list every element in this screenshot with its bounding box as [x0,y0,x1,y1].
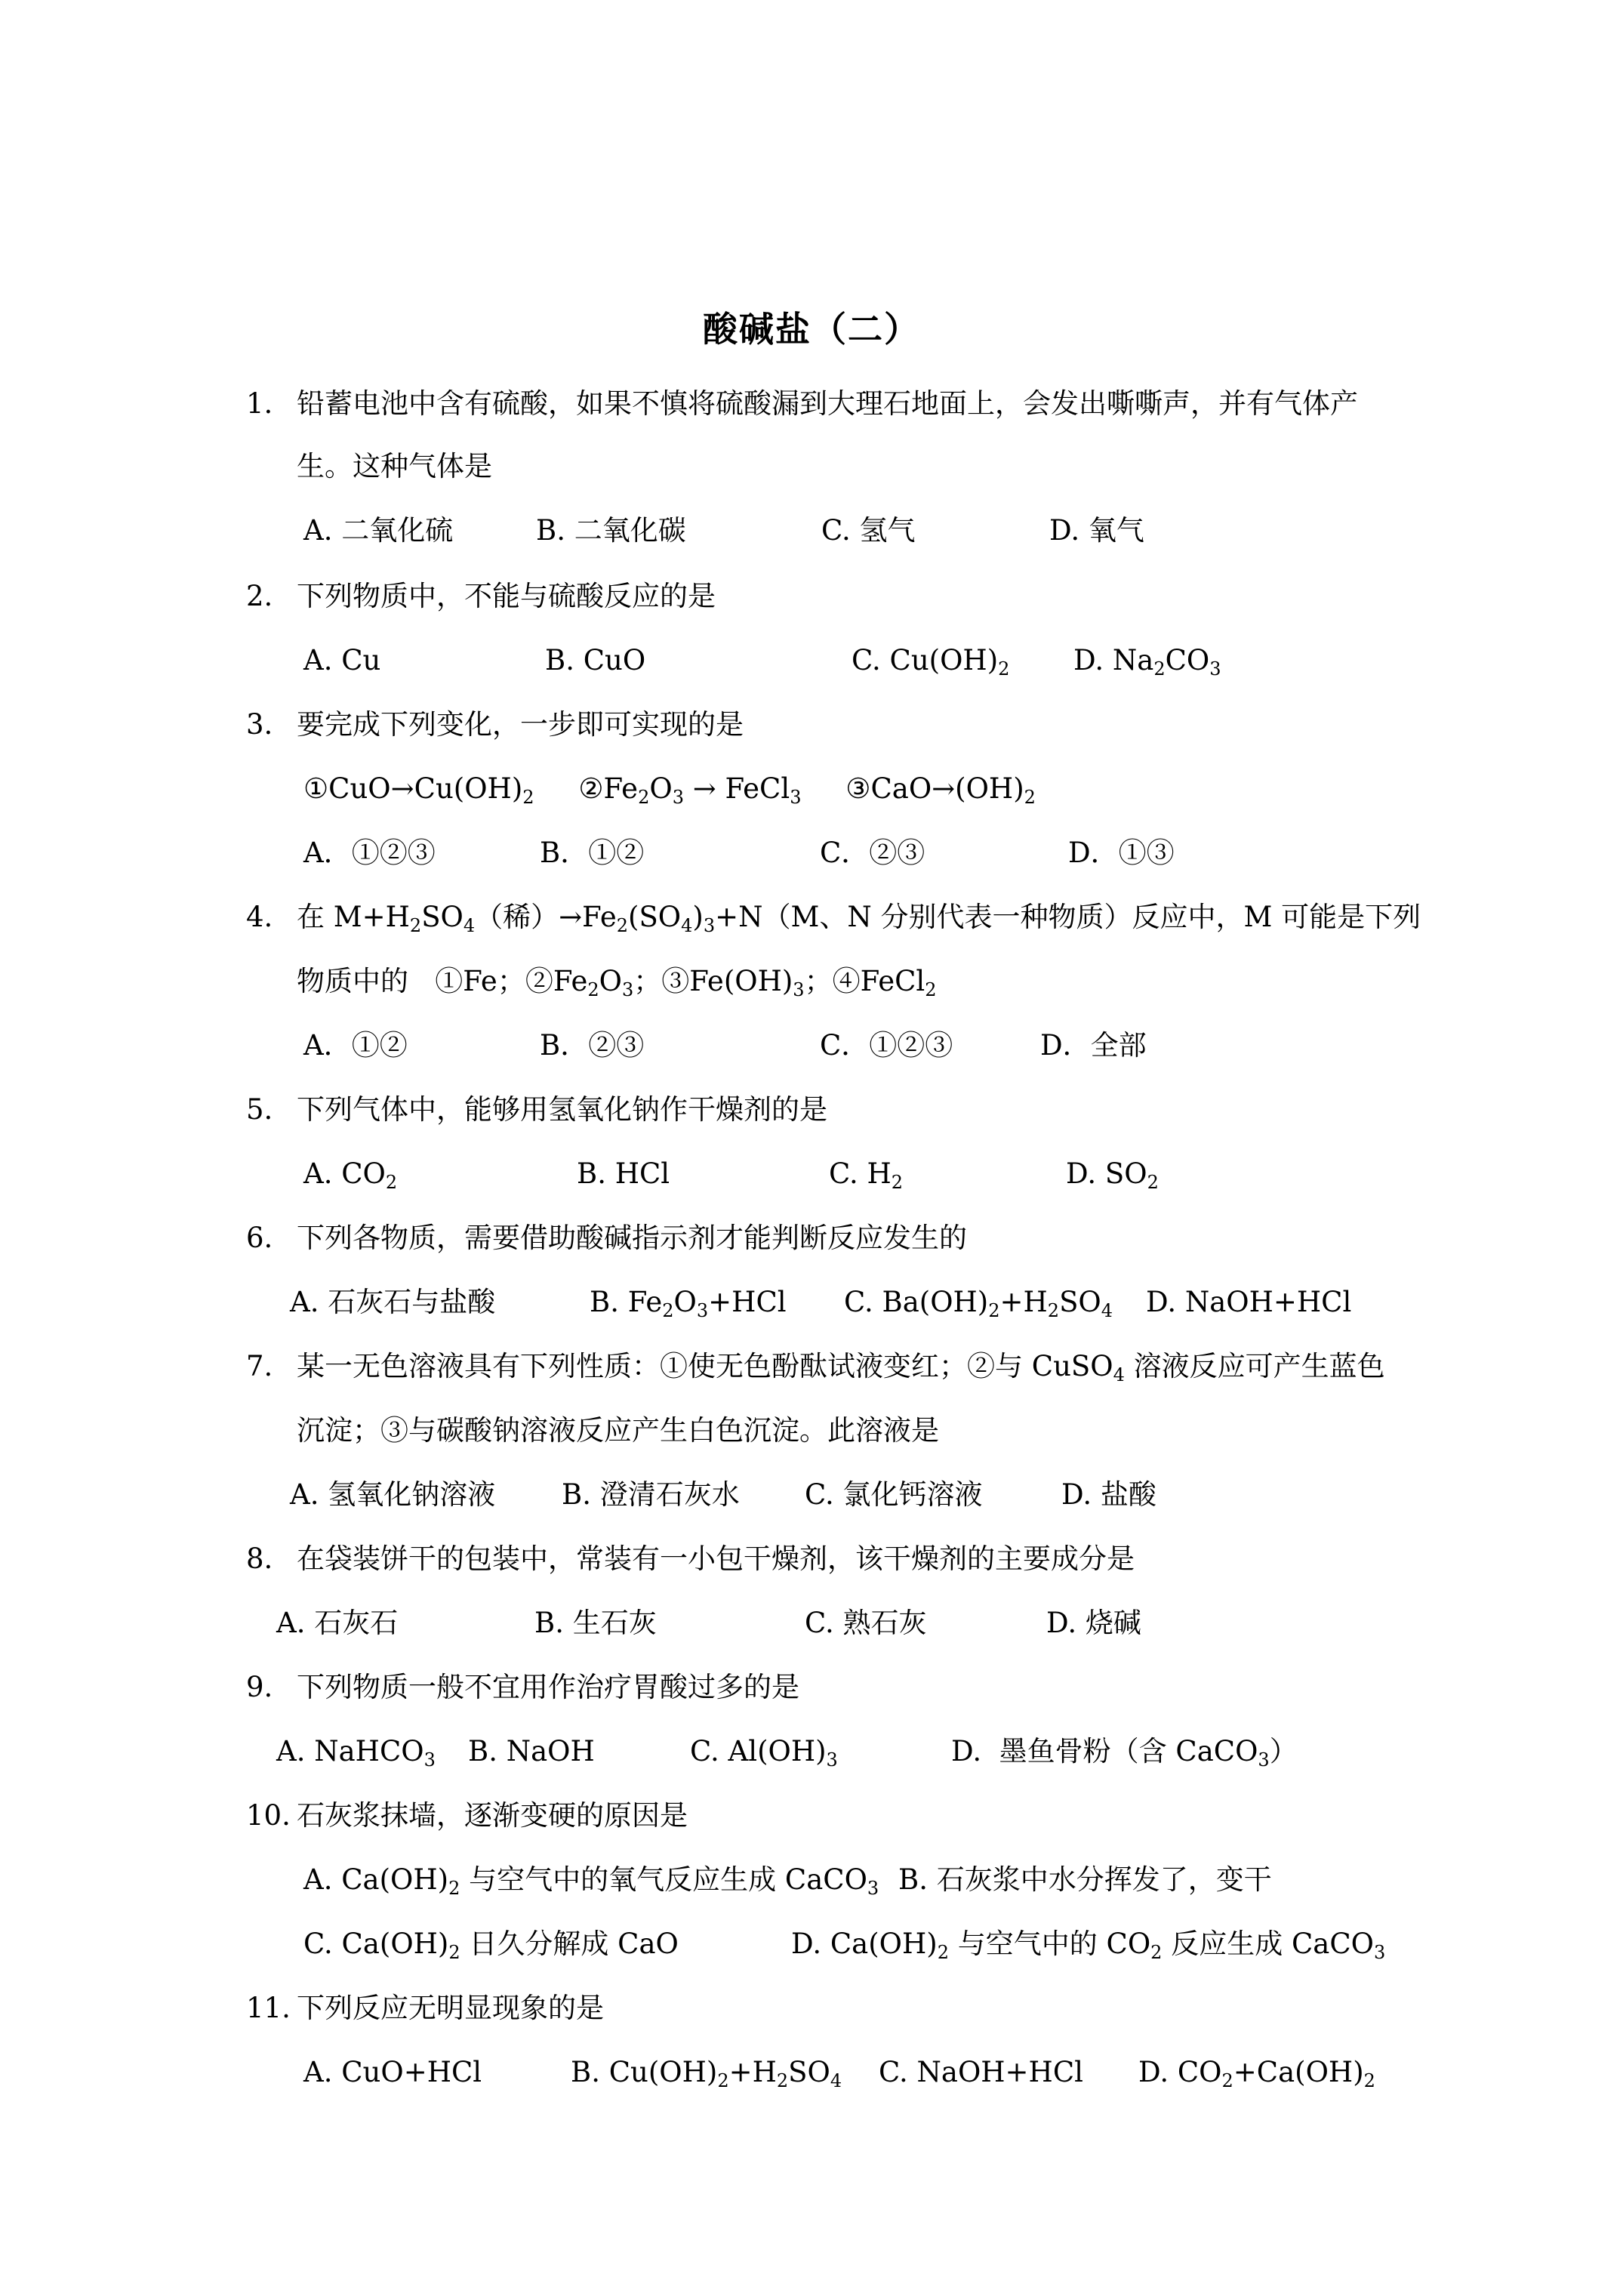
question-1-option-c: C. 氢气 [821,514,916,547]
question-8-option-d: D. 烧碱 [1046,1607,1141,1639]
question-3-option-c: C．②③ [820,837,925,869]
question-3-option-b: B．①② [540,837,645,869]
question-10-option-b: B. 石灰浆中水分挥发了，变干 [898,1863,1272,1896]
question-2-option-b: B. CuO [545,644,646,676]
question-7-option-b: B. 澄清石灰水 [562,1478,740,1511]
question-10-option-a: A. $Ca(OH)_2$ 与空气中的氧气反应生成 CaCO$_3$ [303,1863,879,1899]
question-7-option-c: C. 氯化钙溶液 [805,1478,983,1511]
question-5-number: 5. [246,1093,273,1126]
question-1-option-b: B. 二氧化碳 [536,514,686,547]
question-10-option-c: C. $Ca(OH)_2$ 日久分解成 CaO [303,1928,679,1963]
question-3-option-a: A．①②③ [303,837,436,869]
question-4-option-d: D．全部 [1040,1029,1147,1062]
question-11-option-d: D. $CO_2+Ca(OH)_2$ [1138,2056,1375,2091]
question-2-stem: 下列物质中，不能与硫酸反应的是 [297,580,716,612]
question-4-option-b: B．②③ [540,1029,645,1062]
question-8-option-b: B. 生石灰 [534,1607,657,1639]
question-9-option-b: B. NaOH [468,1735,595,1767]
question-9-stem: 下列物质一般不宜用作治疗胃酸过多的是 [297,1671,799,1703]
question-9-number: 9. [246,1671,273,1703]
question-2-option-a: A. Cu [303,644,381,676]
question-3-option-d: D．①③ [1068,837,1175,869]
question-7-option-a: A. 氢氧化钠溶液 [290,1478,496,1511]
question-11-number: 11. [246,1992,291,2024]
question-6-option-d: D. NaOH+HCl [1146,1286,1352,1318]
question-8-stem: 在袋装饼干的包装中，常装有一小包干燥剂，该干燥剂的主要成分是 [297,1542,1135,1575]
question-5-option-b: B. HCl [577,1157,670,1190]
question-3-number: 3. [246,708,273,741]
question-1-option-d: D. 氧气 [1049,514,1144,547]
question-6-option-b: B. $Fe_2O_3+HCl$ [590,1286,787,1321]
question-1-option-a: A. 二氧化硫 [303,514,454,547]
question-1-stem-line1: 铅蓄电池中含有硫酸，如果不慎将硫酸漏到大理石地面上，会发出嘶嘶声，并有气体产 [297,387,1358,420]
question-8-number: 8. [246,1542,273,1575]
question-1-number: 1. [246,387,273,420]
question-11-option-c: C. NaOH+HCl [879,2056,1083,2088]
question-6-stem: 下列各物质，需要借助酸碱指示剂才能判断反应发生的 [297,1222,967,1254]
question-5-stem: 下列气体中，能够用氢氧化钠作干燥剂的是 [297,1093,827,1126]
question-4-stem-line2: 物质中的 ①Fe；$②Fe_2O_3$；$③Fe(OH)_3$；④FeCl$_2$ [297,965,937,1000]
question-5-option-c: C. $H_2$ [829,1157,904,1193]
question-3-stem: 要完成下列变化，一步即可实现的是 [297,708,744,741]
question-7-option-d: D. 盐酸 [1061,1478,1156,1511]
question-10-number: 10. [246,1799,291,1832]
question-1-stem-line2: 生。这种气体是 [297,450,492,482]
question-6-option-c: C. $Ba(OH)_2+H_2SO_4$ [844,1286,1113,1321]
question-2-option-d: D. $Na_2CO_3$ [1073,644,1221,680]
question-7-stem-line1: 某一无色溶液具有下列性质：①使无色酚酞试液变红；②与 CuSO$_4$ 溶液反应可产生蓝色 [297,1350,1385,1385]
question-8-option-a: A. 石灰石 [276,1607,399,1639]
question-9-option-c: C. $Al(OH)_3$ [690,1735,838,1771]
question-4-stem-line1: 在 $M+H_2SO_4$（稀）$\to Fe_2(SO_4)_3+N(M$、N 分别代表一种物质）反应中，M 可能是下列 [297,901,1421,936]
question-11-option-b: B. $Cu(OH)_2+H_2SO_4$ [571,2056,842,2091]
question-2-option-c: C. $Cu(OH)_2$ [852,644,1010,680]
question-2-number: 2. [246,580,273,612]
question-10-option-d: D. $Ca(OH)_2$ 与空气中的 $CO_2$ 反应生成 CaCO$_3$ [791,1928,1386,1963]
question-7-stem-line2: 沉淀；③与碳酸钠溶液反应产生白色沉淀。此溶液是 [297,1414,939,1447]
question-4-option-a: A．①② [303,1029,408,1062]
question-8-option-c: C. 熟石灰 [805,1607,927,1639]
question-9-option-a: A. NaHCO$_3$ [276,1735,436,1771]
question-4-option-c: C．①②③ [820,1029,953,1062]
question-11-option-a: A. CuO+HCl [303,2056,482,2088]
question-11-stem: 下列反应无明显现象的是 [297,1992,604,2024]
question-3-transformations: $①CuO\to Cu(OH)_2$ $②Fe_2O_3$ → FeCl$_3$ $③CaO\to(OH)_2$ [303,772,1036,808]
question-10-stem: 石灰浆抹墙，逐渐变硬的原因是 [297,1799,688,1832]
question-7-number: 7. [246,1350,273,1382]
page-title: 酸碱盐（二） [703,309,920,350]
question-5-option-d: D. $SO_2$ [1066,1157,1159,1193]
question-9-option-d: D. 墨鱼骨粉（含 CaCO$_3$） [951,1735,1298,1771]
question-6-number: 6. [246,1222,273,1254]
question-6-option-a: A. 石灰石与盐酸 [290,1286,496,1318]
question-4-number: 4. [246,901,273,933]
question-5-option-a: A. $CO_2$ [303,1157,398,1193]
